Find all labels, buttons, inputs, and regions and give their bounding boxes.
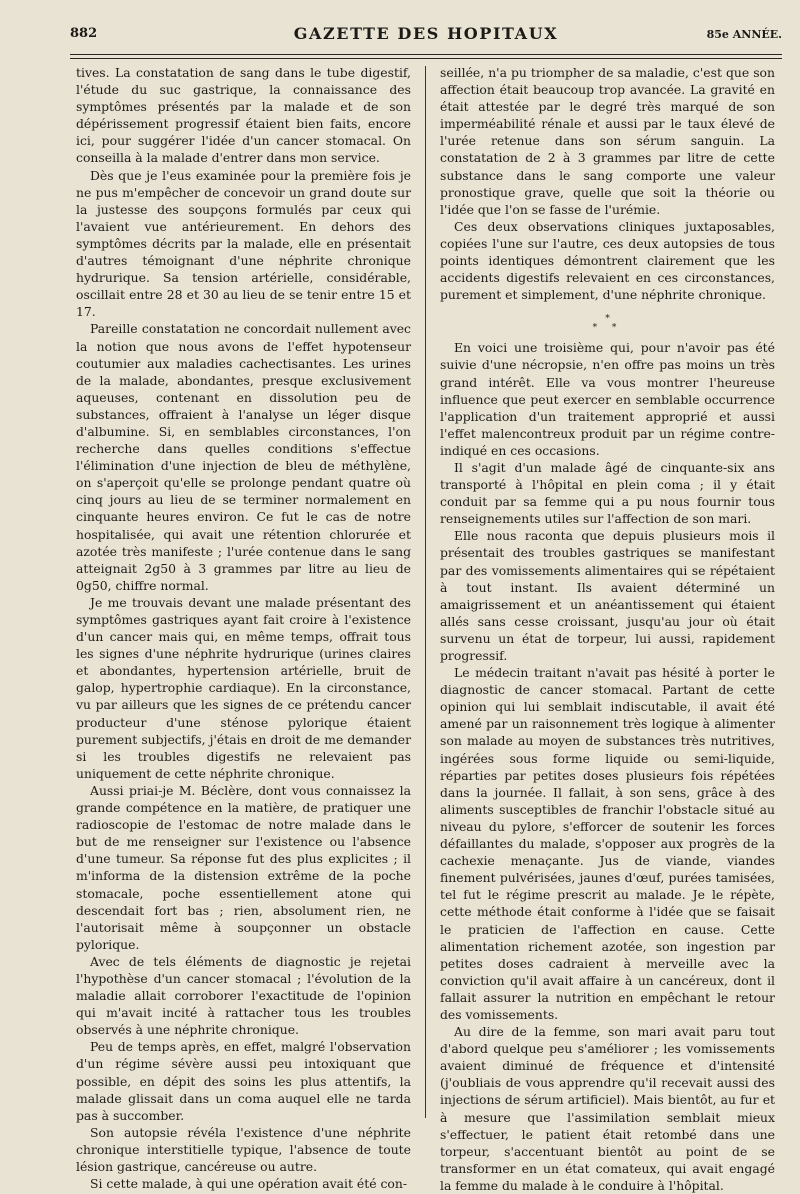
paragraph: Le médecin traitant n'avait pas hésité à porter le diagnostic de cancer stomacal. Partant de cette opinion qui lui semblait indiscutable, il avait été amené par un raisonnement très logique à alimenter son malade au moyen de substances très nutritives, ingérées sous forme liquide ou semi-liquide, réparties par petites doses plusieurs fois répétées dans la journée. Il fallait, à son sens, grâce à des aliments susceptibles de franchir l'obstacle situé au niveau du pylore, s'efforcer de soutenir les forces défaillantes du malade, s'opposer aux progrès de la cachexie menaçante. Jus de viande, viandes finement pulvérisées, jaunes d'œuf, purées tamisées, tel fut le régime prescrit au malade. Je le répète, cette méthode était conforme à l'idée que se faisait le praticien de l'affection en cause. Cette alimentation richement azotée, son ingestion par petites doses cadraient à merveille avec la conviction qu'il avait affaire à un cancéreux, dont il fallait assurer la nutrition en empêchant le retour des vomissements. — [440, 665, 775, 1022]
asterism-bottom: * * — [592, 323, 623, 334]
section-separator — [440, 315, 775, 333]
paragraph: Aussi priai-je M. Béclère, dont vous connaissez la grande compétence en la matière, de pratiquer une radioscopie de l'estomac de notre malade dans le but de me renseigner sur l'existence ou l'absence d'une tumeur. Sa réponse fut des plus explicites ; il m'informa de la distension extrême de la poche stomacale, poche essentiellement atone qui descendait fort bas ; rien, absolument rien, ne l'autorisait même à soupçonner un obstacle pylorique. — [76, 782, 411, 952]
paragraph: Elle nous raconta que depuis plusieurs mois il présentait des troubles gastriques se manifestant par des vomissements alimentaires qui se répétaient à tout instant. Ils avaient déterminé un amaigrissement et un anéantissement qui étaient allés sans cesse croissant, jusqu'au jour où était survenu un état de torpeur, lui aussi, rapidement progressif. — [440, 528, 775, 663]
paragraph: Au dire de la femme, son mari avait paru tout d'abord quelque peu s'améliorer ; les vomissements avaient diminué de fréquence et d'intensité (j'oubliais de vous apprendre qu'il recevait aussi des injections de sérum artificiel). Mais bientôt, au fur et à mesure que l'assimilation semblait mieux s'effectuer, le patient était retombé dans une torpeur, s'accentuant bientôt au point de se transformer en un état comateux, qui avait engagé la femme du malade à le conduire à l'hôpital. — [440, 1024, 775, 1193]
paragraph: Son autopsie révéla l'existence d'une néphrite chronique interstitielle typique, l'absence de toute lésion gastrique, cancéreuse ou autre. — [76, 1124, 411, 1174]
paragraph: Il s'agit d'un malade âgé de cinquante-six ans transporté à l'hôpital en plein coma ; il y était conduit par sa femme qui a pu nous fournir tous renseignements utiles sur l'affection de son mari. — [440, 459, 775, 527]
paragraph: Avec de tels éléments de diagnostic je rejetai l'hypothèse d'un cancer stomacal ; l'évolution de la maladie allait corroborer l'exactitude de l'opinion qui m'avait incité à rattacher tous les troubles observés à une néphrite chronique. — [76, 953, 411, 1038]
asterism-top: * — [605, 314, 610, 325]
paragraph: seillée, n'a pu triompher de sa maladie, c'est que son affection était beaucoup trop avancée. La gravité en était attestée par le degré très marqué de son imperméabilité rénale et aussi par le taux élevé de l'urée retenue dans son sérum sanguin. La constatation de 2 à 3 grammes par litre de cette substance dans le sang comporte une valeur pronostique grave, quelle que soit la théorie ou l'idée que l'on se fasse de l'urémie. — [440, 65, 775, 217]
left-column — [76, 64, 411, 1192]
journal-title: GAZETTE DES HOPITAUX — [293, 24, 559, 43]
page-header — [70, 22, 782, 52]
page-number: 882 — [70, 26, 98, 41]
paragraph: Je me trouvais devant une malade présentant des symptômes gastriques ayant fait croire à l'existence d'un cancer mais qui, en même temps, offrait tous les signes d'une néphrite hydrurique (urines claires et abondantes, hypertension artérielle, bruit de galop, hypertrophie cardiaque). En la circonstance, vu par ailleurs que les signes de ce prétendu cancer producteur d'une sténose pylorique étaient purement subjectifs, j'étais en droit de me demander si les troubles digestifs ne relevaient pas uniquement de cette néphrite chronique. — [76, 594, 411, 781]
paragraph: Ces deux observations cliniques juxtaposables, copiées l'une sur l'autre, ces deux autopsies de tous points identiques démontrent clairement que les accidents digestifs relevaient en ces circonstances, purement et simplement, d'une néphrite chronique. — [440, 218, 775, 303]
paragraph: Pareille constatation ne concordait nullement avec la notion que nous avons de l'effet hypotenseur coutumier aux maladies cachectisantes. Les urines de la malade, abondantes, presque exclusivement aqueuses, contenant en dissolution peu de substances, offraient à l'analyse un léger disque d'albumine. Si, en semblables circonstances, l'on recherche dans quelles conditions s'effectue l'élimination d'une injection de bleu de méthylène, on s'aperçoit qu'elle se prolonge pendant quatre où cinq jours au lieu de se terminer normalement en cinquante heures environ. Ce fut le cas de notre hospitalisée, qui avait une rétention chlorurée et azotée très manifeste ; l'urée contenue dans le sang atteignait 2g50 à 3 grammes par litre au lieu de 0g50, chiffre normal. — [76, 321, 411, 593]
paragraph: Peu de temps après, en effet, malgré l'observation d'un régime sévère aussi peu intoxiquant que possible, en dépit des soins les plus attentifs, la malade glissait dans un coma auquel elle ne tarda pas à succomber. — [76, 1039, 411, 1123]
paragraph: En voici une troisième qui, pour n'avoir pas été suivie d'une nécropsie, n'en offre pas moins un très grand intérêt. Elle va vous montrer l'heureuse influence que peut exercer en semblable occurrence l'application d'un traitement approprié et aussi l'effet malencontreux produit par un régime contre-indiqué en ces occasions. — [440, 340, 775, 458]
right-column — [440, 64, 775, 1194]
header-rule — [70, 54, 782, 55]
volume-year: 85e ANNÉE. — [706, 28, 782, 41]
header-rule-thin — [70, 58, 782, 59]
paragraph: tives. La constatation de sang dans le tube digestif, l'étude du suc gastrique, la connaissance des symptômes présentés par la malade et de son dépérissement progressif étaient bien faits, encore ici, pour suggérer l'idée d'un cancer stomacal. On conseilla à la malade d'entrer dans mon service. — [76, 65, 411, 166]
paragraph: Si cette malade, à qui une opération avait été con- — [90, 1176, 408, 1192]
column-divider — [425, 66, 426, 1118]
paragraph: Dès que je l'eus examinée pour la première fois je ne pus m'empêcher de concevoir un grand doute sur la justesse des soupçons formulés par ceux qui l'avaient vue antérieurement. En dehors des symptômes décrits par la malade, elle en présentait d'autres témoignant d'une néphrite chronique hydrurique. Sa tension artérielle, considérable, oscillait entre 28 et 30 au lieu de se tenir entre 15 et 17. — [76, 167, 411, 320]
